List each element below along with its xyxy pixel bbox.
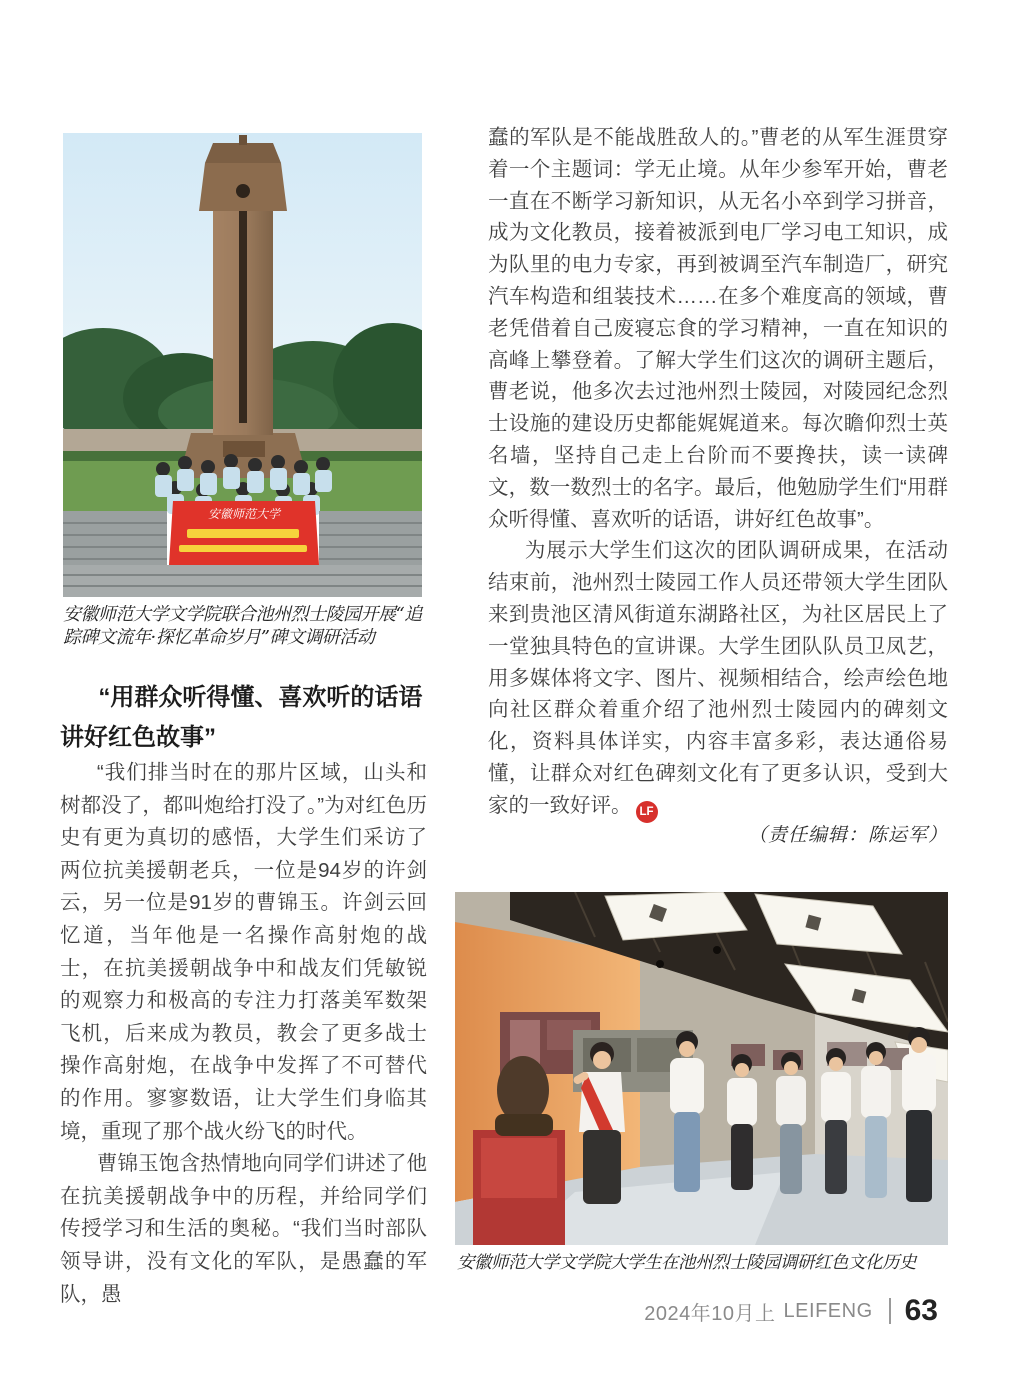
- footer-divider: [889, 1298, 891, 1324]
- banner-university-script: 安徽师范大学: [207, 507, 281, 521]
- monument-finial: [239, 135, 247, 145]
- body-paragraph: “我们排当时在的那片区域，山头和树都没了，都叫炮给打没了。”为对红色历史有更为真切的感悟，大学生们采访了两位抗美援朝老兵，一位是94岁的许剑云，另一位是91岁的曹锦玉。许剑云回忆道，当年他是一名操作高射炮的战士，在抗美援朝战争中和战友们凭敏锐的观察力和极高的专注力打落美军数架飞机，后来成为教员，教会了更多战士操作高射炮，在战争中发挥了不可替代的作用。寥寥数语，让大学生们身临其境，重现了那个战火纷飞的时代。: [60, 761, 427, 1143]
- page-footer: [0, 1296, 938, 1326]
- museum-photo: [455, 892, 948, 1245]
- left-column: [60, 757, 427, 1311]
- red-banner: [169, 501, 319, 565]
- footer-page-number: 63: [904, 1294, 938, 1327]
- editor-credit: （责任编辑：陈运军）: [747, 824, 948, 846]
- memorial-photo-caption: 安徽师范大学文学院联合池州烈士陵园开展“追踪碑文流年·探忆革命岁月”碑文调研活动: [63, 604, 422, 648]
- bronze-bust: [497, 1056, 549, 1124]
- body-paragraph: 蠢的军队是不能战胜敌人的。”曹老的从军生涯贯穿着一个主题词：学无止境。从年少参军开始，曹老一直在不断学习新知识，从无名小卒到学习拼音，成为文化教员，接着被派到电厂学习电工知识，成为队里的电力专家，再到被调至汽车制造厂，研究汽车构造和组装技术……在多个难度高的领域，曹老凭借着自己废寝忘食的学习精神，一直在知识的高峰上攀登着。了解大学生们这次的调研主题后，曹老说，他多次去过池州烈士陵园，对陵园纪念烈士设施的建设历史都能娓娓道来。每次瞻仰烈士英名墙，坚持自己走上台阶而不要搀扶，读一读碑文，数一数烈士的名字。最后，他勉励学生们“用群众听得懂、喜欢听的话语，讲好红色故事”。: [488, 126, 948, 531]
- museum-photo-caption: 安徽师范大学文学院大学生在池州烈士陵园调研红色文化历史: [457, 1253, 916, 1273]
- monument-cap-top: [205, 143, 281, 163]
- memorial-photo-graphic: [63, 133, 422, 597]
- body-paragraph: [488, 535, 948, 822]
- museum-photo-graphic: [455, 892, 948, 1245]
- body-paragraph: 曹锦玉饱含热情地向同学们讲述了他在抗美援朝战争中的历程，并给同学们传授学习和生活的奥秘。“我们当时部队领导讲，没有文化的军队，是愚蠢的军队，愚: [60, 1152, 427, 1306]
- section-heading: “用群众听得懂、喜欢听的话语讲好红色故事”: [60, 684, 423, 751]
- footer-issue-date: 2024年10月上: [644, 1302, 776, 1325]
- memorial-photo: [63, 133, 422, 597]
- footer-brand: LEIFENG: [783, 1299, 873, 1322]
- body-paragraph-text: 为展示大学生们这次的团队调研成果，在活动结束前，池州烈士陵园工作人员还带领大学生团队来到贵池区清风街道东湖路社区，为社区居民上了一堂独具特色的宣讲课。大学生团队队员卫凤艺，用多媒体将文字、图片、视频相结合，绘声绘色地向社区群众着重介绍了池州烈士陵园内的碑刻文化，资料具体详实，内容丰富多彩，表达通俗易懂，让群众对红色碑刻文化有了更多认识，受到大家的一致好评。: [488, 539, 948, 817]
- right-column: [488, 122, 948, 823]
- leifeng-end-mark-icon: LF: [636, 801, 658, 823]
- monument-slit: [239, 211, 247, 423]
- monument-bell: [236, 184, 250, 198]
